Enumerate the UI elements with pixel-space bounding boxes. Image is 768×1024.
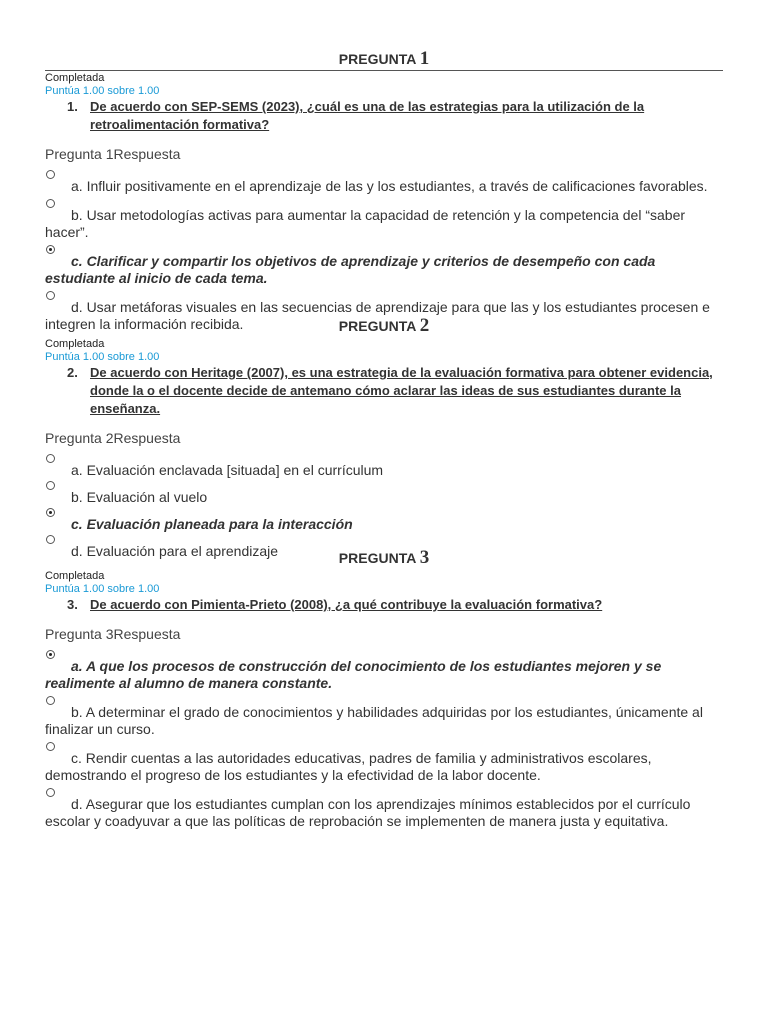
option-b[interactable] [45,694,723,738]
question-prompt: De acuerdo con SEP-SEMS (2023), ¿cuál es una de las estrategias para la utilización de la retroalimentación formativa? [90,99,645,132]
question-header [45,48,723,71]
radio-button-selected[interactable] [46,508,55,517]
option-label: c. Clarificar y compartir los objetivos de aprendizaje y criterios de desempeño con cada estudiante al inicio de cada tema. [45,253,656,286]
radio-button[interactable] [46,199,55,208]
option-b[interactable] [45,479,723,506]
question-text [45,98,723,134]
radio-button[interactable] [46,170,55,179]
question-state: Completada [45,338,105,350]
question-state: Completada [45,72,105,84]
option-a[interactable] [45,452,723,479]
radio-button[interactable] [46,696,55,705]
option-label: a. A que los procesos de construcción del conocimiento de los estudiantes mejoren y se realimente al alumno de manera constante. [45,658,662,691]
radio-button-selected[interactable] [46,245,55,254]
question-text [45,364,723,418]
option-label: a. Evaluación enclavada [situada] en el currículum [71,462,384,478]
question-2 [45,315,723,560]
radio-button[interactable] [46,535,55,544]
question-header [45,315,723,337]
option-c[interactable] [45,740,723,784]
question-index: 3. [67,597,78,612]
question-number: 1 [419,48,430,69]
option-label: d. Evaluación para el aprendizaje [71,543,279,559]
response-label: Pregunta 2Respuesta [45,430,181,446]
radio-button[interactable] [46,742,55,751]
radio-button[interactable] [46,481,55,490]
question-header-label: PREGUNTA [338,318,416,334]
radio-button[interactable] [46,788,55,797]
option-label: d. Usar metáforas visuales en las secuencias de aprendizaje para que las y los estudiantes procesen e integren la información recibida. [45,299,710,332]
radio-button[interactable] [46,454,55,463]
question-number: 3 [419,547,430,568]
question-index: 1. [67,99,78,114]
option-c[interactable] [45,506,723,533]
question-header [45,547,723,569]
question-1 [45,48,723,333]
question-text [45,596,723,614]
question-prompt: De acuerdo con Heritage (2007), es una estrategia de la evaluación formativa para obtener evidencia, donde la o el docente decide de antemano cómo aclarar las ideas de sus estudiantes durante la enseñanza. [90,365,713,416]
option-label: a. Influir positivamente en el aprendizaje de las y los estudiantes, a través de calificaciones favorables. [71,178,708,194]
question-3 [45,547,723,830]
option-label: d. Asegurar que los estudiantes cumplan con los aprendizajes mínimos establecidos por el currículo escolar y coadyuvar a que las políticas de reprobación se implementen de manera justa y equitativa. [45,796,691,829]
radio-button[interactable] [46,291,55,300]
radio-button-selected[interactable] [46,650,55,659]
question-index: 2. [67,365,78,380]
question-header-label: PREGUNTA [338,550,416,566]
option-label: c. Evaluación planeada para la interacción [71,516,353,532]
question-grade: Puntúa 1.00 sobre 1.00 [45,351,160,363]
option-label: b. Usar metodologías activas para aumentar la capacidad de retención y la competencia del “saber hacer”. [45,207,686,240]
option-label: c. Rendir cuentas a las autoridades educativas, padres de familia y administrativos escolares, demostrando el progreso de los estudiantes y la efectividad de la labor docente. [45,750,652,783]
question-grade: Puntúa 1.00 sobre 1.00 [45,85,160,97]
response-label: Pregunta 1Respuesta [45,146,181,162]
option-label: b. Evaluación al vuelo [71,489,208,505]
question-grade: Puntúa 1.00 sobre 1.00 [45,583,160,595]
option-a[interactable] [45,648,723,692]
option-label: b. A determinar el grado de conocimientos y habilidades adquiridas por los estudiantes, únicamente al finalizar un curso. [45,704,703,737]
option-d[interactable] [45,786,723,830]
question-number: 2 [419,315,430,336]
option-a[interactable] [45,168,723,195]
response-label: Pregunta 3Respuesta [45,626,181,642]
question-prompt: De acuerdo con Pimienta-Prieto (2008), ¿a qué contribuye la evaluación formativa? [90,597,603,612]
option-b[interactable] [45,197,723,241]
question-header-label: PREGUNTA [338,51,416,67]
option-c[interactable] [45,243,723,287]
question-state: Completada [45,570,105,582]
